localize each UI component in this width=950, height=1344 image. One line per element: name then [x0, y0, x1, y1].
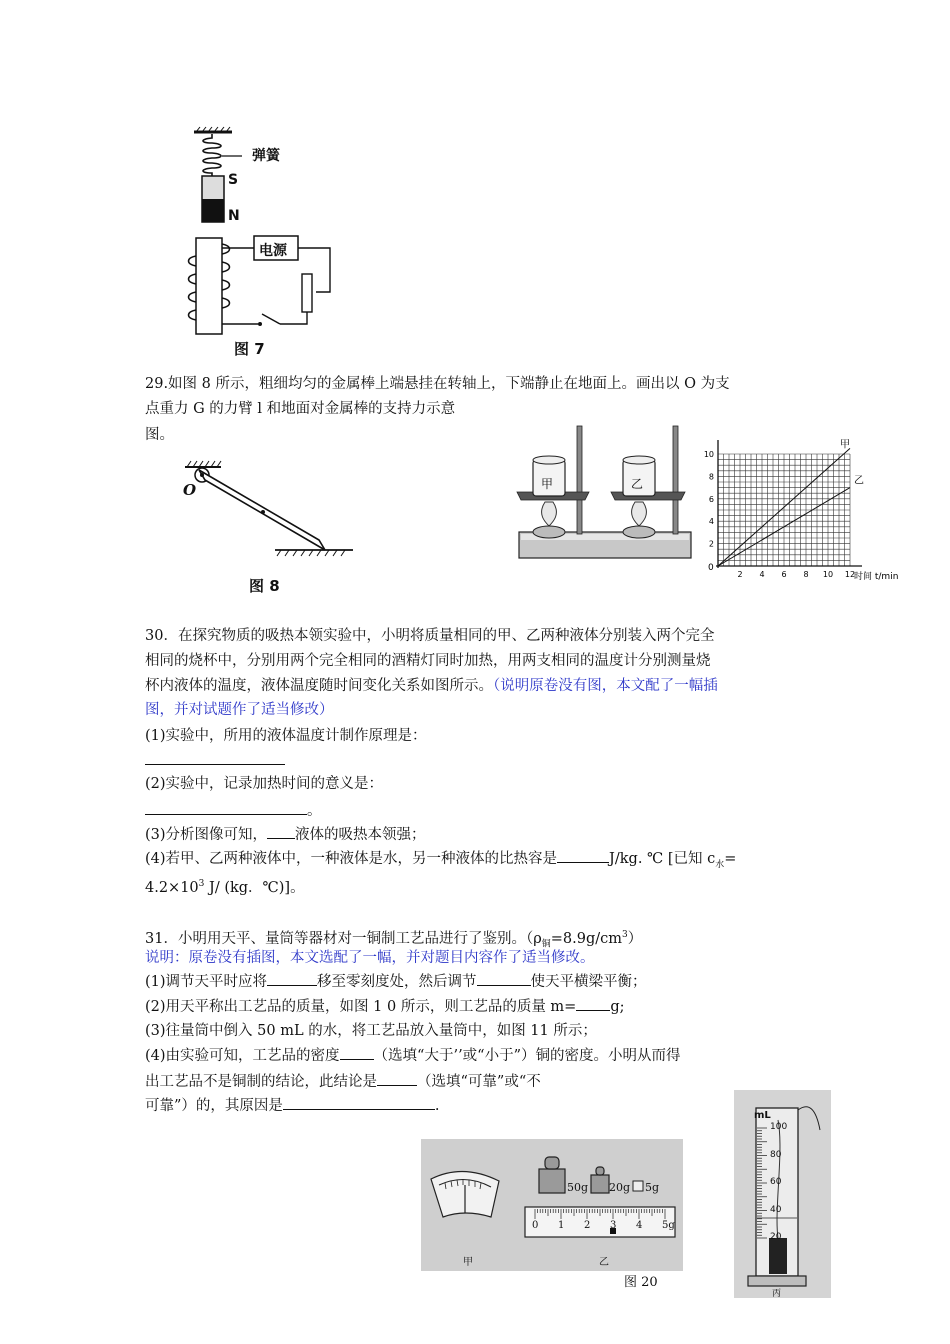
scale-tick-label: 0 [532, 1220, 539, 1231]
q30-part3 [145, 823, 426, 847]
q31-part4-cont2-b: . [434, 1098, 440, 1114]
q31-part4-cont2-a: 可靠”）的，其原因是 [145, 1098, 283, 1114]
spring-label: 弹簧 [252, 148, 280, 164]
q29-line1: 29.如图 8 所示，粗细均匀的金属棒上端悬挂在转轴上，下端静止在地面上。画出以 O 为支 [145, 376, 730, 392]
q30-note-start: （说明原卷没有图，本文配了一幅插 [493, 678, 718, 694]
x-tick-label: 6 [781, 570, 787, 579]
scale-tick-label: 2 [584, 1220, 591, 1231]
q30-part2-answer [145, 799, 322, 823]
figure-20-caption: 图 20 [624, 1275, 658, 1290]
q31-part4-b: （选填“大于’’或“小于”）铜的密度。小明从而得 [373, 1048, 681, 1064]
cylinder-tick-label: 40 [770, 1204, 782, 1215]
heating-apparatus-drawing [515, 422, 697, 572]
scale-tick-label: 4 [636, 1220, 643, 1231]
x-tick-label: 4 [759, 570, 765, 579]
q30-part3-text-b: 液体的吸热本领强； [295, 827, 426, 843]
y-tick-label: 6 [708, 494, 714, 504]
cylinder-tick-label: 60 [770, 1177, 782, 1187]
s-pole-label: S [228, 172, 239, 188]
series-label-yi: 乙 [854, 475, 864, 487]
q30-line2: 相同的烧杯中，分别用两个完全相同的酒精灯同时加热，用两支相同的温度计分别测量烧 [145, 653, 711, 669]
q31-part1-c: 使天平横梁平衡； [530, 974, 647, 990]
figure-7 [170, 124, 350, 364]
weight-5g-label: 5g [645, 1181, 660, 1194]
cylinder-tick-label: 20 [770, 1232, 782, 1242]
figure-8-drawing [175, 455, 365, 565]
weight-20g-label: 20g [609, 1181, 631, 1194]
figure-7-caption: 图 7 [234, 340, 265, 358]
scale-tick-label: 1 [558, 1220, 565, 1231]
q30-part2: (2)实验中，记录加热时间的意义是： [145, 776, 384, 792]
q30-part4-text-a: (4)若甲、乙两种液体中，一种液体是水，另一种液体的比热容是 [145, 851, 558, 867]
q31-part4-blank[interactable] [340, 1045, 374, 1060]
q31-part1-blank-2[interactable] [477, 971, 531, 986]
measuring-cylinder [734, 1090, 831, 1298]
pivot-o-label: O [183, 481, 197, 499]
q30-part4-cont [145, 872, 305, 900]
beaker-a-label: 甲 [541, 477, 554, 491]
q30-note-end: 图，并对试题作了适当修改） [145, 702, 334, 718]
x-axis-label: 时间 t/min [854, 572, 899, 582]
weight-50g-label: 50g [567, 1181, 589, 1194]
q31-part1-a: (1)调节天平时应将 [145, 974, 268, 990]
q30-line3-text: 杯内液体的温度，液体温度随时间变化关系如图所示。 [145, 678, 493, 694]
q31-part2 [145, 995, 625, 1019]
y-tick-label: 8 [708, 472, 714, 482]
x-tick-label: 8 [803, 570, 809, 579]
q31-line1-a: 31．小明用天平、量筒等器材对一铜制工艺品进行了鉴别。（ρ [145, 930, 542, 947]
figure-8 [175, 455, 365, 600]
q29-line2: 点重力 G 的力臂 l 和地面对金属棒的支持力示意 [145, 401, 456, 417]
figure-20-balance [421, 1139, 683, 1271]
q31-note: 说明：原卷没有插图，本文选配了一幅，并对题目内容作了适当修改。 [145, 950, 595, 966]
q31-part2-b: g; [610, 999, 625, 1015]
q31-part4-a: (4)由实验可知，工艺品的密度 [145, 1048, 340, 1064]
q30-part2-period: 。 [307, 803, 322, 819]
label-jia: 甲 [463, 1257, 473, 1268]
cylinder-tick-label: 100 [770, 1122, 788, 1132]
q30-part4-blank[interactable] [557, 848, 609, 863]
q31-line1-sub: 铜 [541, 939, 551, 950]
q30-part4-cont-a: 4.2×10 [145, 879, 199, 896]
cylinder-label: 丙 [772, 1289, 782, 1299]
q30-part4-cont-sup: 3 [198, 879, 205, 889]
q31-part4-cont1-b: （选填“可靠”或“不 [417, 1074, 541, 1090]
label-yi: 乙 [599, 1257, 609, 1268]
q31-part4-cont2 [145, 1094, 440, 1118]
q31-line1-c: ） [627, 930, 643, 947]
q30-part3-blank[interactable] [267, 824, 295, 839]
x-tick-label: 2 [737, 570, 743, 579]
q29-line3: 图。 [145, 427, 174, 443]
figure-8-caption: 图 8 [249, 577, 280, 595]
y-tick-label: 10 [703, 450, 714, 459]
q31-part3: (3)往量筒中倒入 50 mL 的水，将工艺品放入量筒中，如图 11 所示； [145, 1023, 597, 1039]
q31-part1-blank-1[interactable] [267, 971, 317, 986]
cylinder-unit: mL [754, 1110, 771, 1121]
q31-part2-a: (2)用天平称出工艺品的质量，如图 1 0 所示，则工艺品的质量 m= [145, 999, 577, 1015]
q31-part1 [145, 970, 647, 994]
heating-apparatus [515, 422, 697, 572]
q30-part3-text-a: (3)分析图像可知， [145, 827, 268, 843]
q30-part4-text-c: = [724, 851, 737, 867]
q30-part1: (1)实验中，所用的液体温度计制作原理是： [145, 728, 427, 744]
series-label-jia: 甲 [840, 439, 850, 451]
q30-part2-answer-blank[interactable] [145, 800, 307, 815]
power-source-label: 电源 [259, 243, 287, 259]
q31-part4-reason-blank[interactable] [283, 1095, 435, 1110]
temperature-graph [700, 438, 915, 583]
scale-tick-label: 3 [610, 1220, 617, 1231]
balance-drawing [421, 1139, 683, 1271]
y-tick-label: 2 [708, 539, 714, 549]
beaker-b-label: 乙 [631, 477, 644, 491]
temperature-chart [700, 438, 915, 583]
x-tick-label: 10 [822, 570, 834, 579]
origin-label: 0 [708, 563, 714, 573]
q31-line1-b: =8.9g/cm [550, 930, 622, 947]
q30-line3 [145, 674, 718, 698]
q31-line1-sup: 3 [622, 930, 628, 940]
q31-part4-cont1-a: 出工艺品不是铜制的结论，此结论是 [145, 1074, 377, 1090]
q30-part4-text-b: J/kg. ℃ [已知 c [609, 851, 716, 867]
q30-part1-answer-blank[interactable] [145, 764, 285, 765]
y-tick-label: 4 [708, 517, 714, 527]
n-pole-label: N [228, 208, 240, 224]
q30-part4-cont-b: J/ (kg．℃)]。 [204, 879, 305, 896]
scale-tick-label: 5g [662, 1220, 675, 1231]
q31-part4-blank-2[interactable] [377, 1071, 417, 1086]
x-tick-label: 12 [844, 570, 856, 579]
q31-part1-b: 移至零刻度处，然后调节 [317, 974, 477, 990]
cylinder-tick-label: 80 [770, 1149, 782, 1160]
q31-part2-blank[interactable] [576, 996, 610, 1011]
q30-part4-sub: 水 [715, 859, 725, 870]
q31-part4 [145, 1044, 681, 1068]
q30-line1: 30．在探究物质的吸热本领实验中，小明将质量相同的甲、乙两种液体分别装入两个完全 [145, 628, 715, 644]
q31-part4-cont1 [145, 1070, 541, 1094]
